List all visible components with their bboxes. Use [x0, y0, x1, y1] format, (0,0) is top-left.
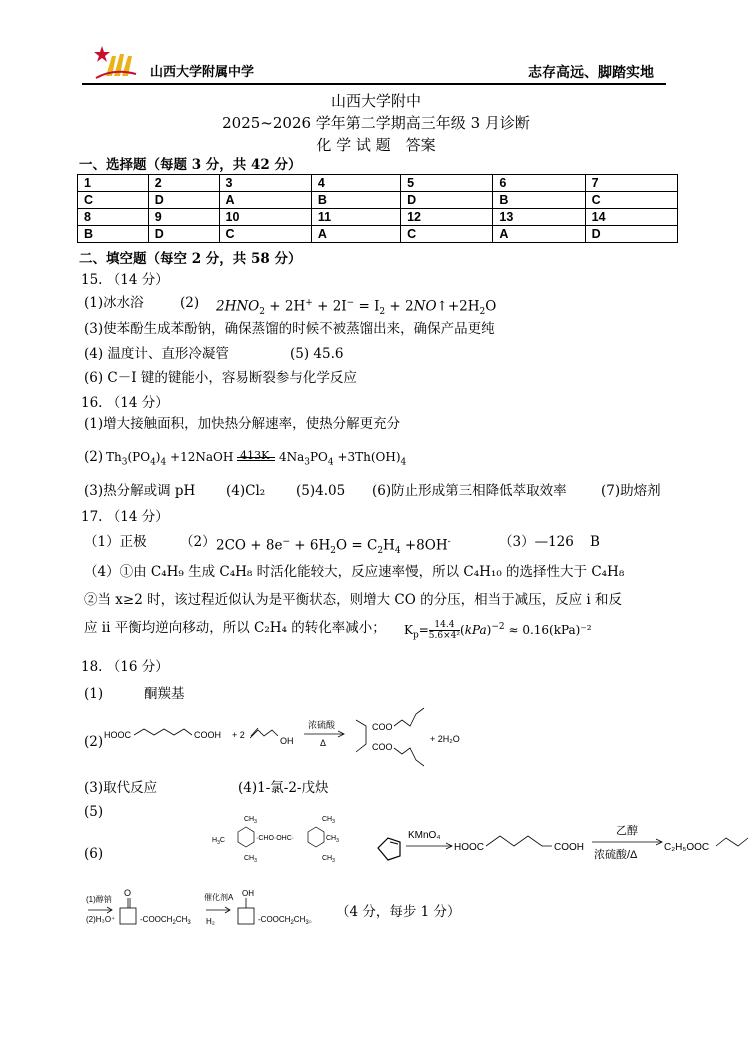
q17-answer-1: （1）正极	[84, 534, 147, 550]
school-logo	[90, 42, 138, 82]
svg-text:O: O	[124, 888, 132, 898]
answer-table-cell: D	[585, 226, 677, 243]
header-motto: 志存高远、脚踏实地	[528, 65, 654, 81]
answer-table-cell: 4	[311, 175, 400, 192]
adipic-acid-left: HOOC	[104, 730, 131, 740]
q16-condition: 413K	[240, 449, 270, 462]
q15-answer-5: (5) 45.6	[290, 346, 344, 362]
svg-text:-COOCH2CH3: $-COOCH_2CH_3$	[140, 915, 191, 926]
q18-eq-water: + 2H₂O	[430, 734, 460, 744]
diester-product: C₂H₅OOC	[664, 842, 710, 853]
q16-answer-4: (4)Cl₂	[226, 483, 266, 499]
answer-table-cell: B	[78, 226, 149, 243]
step2-reagent-top: 催化剂A	[204, 893, 234, 902]
q18-answer-5-structure	[212, 812, 362, 866]
kmno4-reagent: KMnO₄	[408, 830, 441, 841]
q18-answer-1-label: (1)	[84, 686, 104, 702]
q16-answer-1: (1)增大接触面积，加快热分解速率，使热分解更充分	[84, 416, 401, 432]
q16-equation: $Th_3(PO_4)_4$ +12NaOH 413K $4Na_3PO_4 +3Th(OH)_4$	[106, 449, 407, 468]
answer-table-cell: 13	[493, 209, 585, 226]
cyclobutanone-ring	[120, 908, 136, 924]
cyclobutanol-ring	[238, 908, 254, 924]
step1-reagent-top: (1)醇钠	[86, 895, 112, 904]
answer-table-row	[78, 192, 678, 209]
answer-table-cell: C	[585, 192, 677, 209]
answer-table-cell: D	[148, 226, 219, 243]
svg-text:CH3: $CH_3$	[326, 835, 339, 844]
header-rule	[82, 83, 666, 85]
q17-answer-4-part1: （4）①由 C₄H₉ 生成 C₄H₈ 时活化能较大，反应速率慢，所以 C₄H₁₀ 的选择性大于 C₄H₈	[84, 564, 625, 580]
q16-answer-2-label: (2)	[84, 449, 104, 465]
answer-table-row	[78, 175, 678, 192]
answer-table-cell: 12	[401, 209, 493, 226]
answer-table-cell: C	[219, 226, 311, 243]
q18-route-line2	[84, 886, 334, 942]
q18-esterification-scheme	[104, 700, 484, 780]
answer-table-row	[78, 226, 678, 243]
answer-table-cell: 10	[219, 209, 311, 226]
svg-text:CH3: $CH_3$	[244, 816, 257, 825]
step2-reagent-bottom: H₂	[206, 917, 215, 926]
q18-eq-delta: Δ	[320, 738, 327, 748]
doc-title-subject: 化 学 试 题 答案	[316, 136, 436, 154]
q18-head: 18. （16 分）	[81, 659, 169, 675]
kp-denominator: 5.6×4²	[428, 631, 460, 641]
svg-text:·CHO·OHC·: ·CHO·OHC·	[256, 835, 295, 842]
q18-answer-6-label: (6)	[84, 846, 104, 862]
svg-text:OH: OH	[280, 736, 294, 746]
svg-text:-COOCH2CH3。: $-COOCH_2CH_3$。	[258, 915, 317, 926]
glutaric-cooh: COOH	[554, 842, 584, 853]
answer-table-cell: A	[219, 192, 311, 209]
q17-equation: $2CO + 8e^- + 6H_2O = C_2H_4 +8OH^-$	[216, 537, 451, 557]
answer-table-cell: B	[493, 192, 585, 209]
answer-table-cell: D	[401, 192, 493, 209]
answer-table-cell: 14	[585, 209, 677, 226]
answer-table-cell: 9	[148, 209, 219, 226]
answer-table-cell: 11	[311, 209, 400, 226]
svg-text:CH3: $CH_3$	[322, 816, 335, 825]
h2so4-condition: 浓硫酸/Δ	[594, 849, 638, 861]
svg-text:+ 2: + 2	[232, 730, 245, 740]
svg-text:COO: COO	[372, 722, 393, 732]
q16-answer-6: (6)防止形成第三相降低萃取效率	[372, 483, 567, 499]
answer-table-cell: 5	[401, 175, 493, 192]
answer-table-cell: D	[148, 192, 219, 209]
answer-table-row	[78, 209, 678, 226]
svg-text:COO: COO	[372, 742, 393, 752]
q18-answer-1: 酮羰基	[144, 686, 185, 702]
answer-table	[77, 174, 678, 243]
q17-answer-3: （3）—126	[499, 534, 574, 550]
answer-table-cell: 2	[148, 175, 219, 192]
adipic-acid-right: COOH	[194, 730, 221, 740]
ethanol-reagent: 乙醇	[616, 825, 638, 837]
answer-table-cell: 3	[219, 175, 311, 192]
q18-score-note: （4 分，每步 1 分）	[336, 904, 461, 920]
step1-reagent-bottom: (2)H₃O⁺	[86, 915, 116, 924]
q15-answer-6: (6) C－I 键的键能小，容易断裂参与化学反应	[84, 370, 357, 386]
q17-head: 17. （14 分）	[81, 509, 169, 525]
answer-table-cell: C	[78, 192, 149, 209]
q18-route-line1	[370, 816, 752, 872]
q18-answer-3: (3)取代反应	[84, 780, 158, 796]
q15-equation: $2HNO_2 + 2H^+ + 2I^- = I_2$ + $2NO↑+2H_2O$	[216, 298, 497, 318]
answer-table-cell: A	[311, 226, 400, 243]
q16-head: 16. （14 分）	[81, 395, 169, 411]
q15-answer-2-label: (2)	[180, 295, 200, 311]
q17-answer-2-label: （2）	[180, 534, 216, 550]
q16-answer-5: (5)4.05	[296, 483, 346, 499]
svg-text:CH3: $CH_3$	[322, 855, 335, 864]
q17-kp-expression: $K_p=$ $\frac{14.4}{\text{5.6×4²}}$ (kPa)$^{-2}$ ≈ 0.16(kPa)⁻²	[404, 620, 592, 641]
q16-answer-7: (7)助熔剂	[601, 483, 661, 499]
cyclopentene-ring	[378, 838, 400, 860]
q15-answer-3: (3)使苯酚生成苯酚钠，确保蒸馏的时候不被蒸馏出来，确保产品更纯	[84, 321, 495, 337]
svg-text:H3C: $H_3C$	[212, 837, 225, 846]
doc-title-term: 2025~2026 学年第二学期高三年级 3 月诊断	[222, 114, 530, 132]
glutaric-hooc: HOOC	[454, 842, 484, 853]
q18-answer-5-label: (5)	[84, 804, 104, 820]
header-school-name: 山西大学附属中学	[150, 65, 255, 80]
svg-text:OH: OH	[242, 889, 254, 898]
q15-answer-1: (1)冰水浴	[84, 295, 144, 311]
q17-answer-3b: B	[590, 534, 600, 550]
q18-answer-4: (4)1-氯-2-戊炔	[238, 780, 329, 796]
q15-head: 15. （14 分）	[81, 272, 169, 288]
q18-eq-condition: 浓硫酸	[308, 720, 336, 730]
q15-answer-4: (4) 温度计、直形冷凝管	[84, 346, 229, 362]
kp-numerator: 14.4	[429, 620, 460, 631]
answer-table-cell: 6	[493, 175, 585, 192]
section2-heading: 二、填空题（每空 2 分，共 58 分）	[79, 251, 302, 267]
section1-heading: 一、选择题（每题 3 分，共 42 分）	[79, 157, 302, 173]
answer-table-cell: C	[401, 226, 493, 243]
svg-text:CH3: $CH_3$	[244, 855, 257, 864]
doc-title-school: 山西大学附中	[330, 92, 421, 110]
q18-answer-2-label: (2)	[84, 734, 104, 750]
answer-table-cell: B	[311, 192, 400, 209]
answer-table-cell: 7	[585, 175, 677, 192]
kp-result: ≈ 0.16(kPa)⁻²	[508, 623, 592, 637]
q16-answer-3: (3)热分解或调 pH	[84, 483, 196, 499]
answer-table-cell: A	[493, 226, 585, 243]
q17-answer-4-part3: 应 ii 平衡均逆向移动，所以 C₂H₄ 的转化率减小；	[84, 620, 386, 636]
answer-table-cell: 1	[78, 175, 149, 192]
q17-answer-4-part2: ②当 x≥2 时，该过程近似认为是平衡状态，则增大 CO 的分压，相当于减压，反应 i 和反	[84, 592, 622, 608]
answer-table-cell: 8	[78, 209, 149, 226]
